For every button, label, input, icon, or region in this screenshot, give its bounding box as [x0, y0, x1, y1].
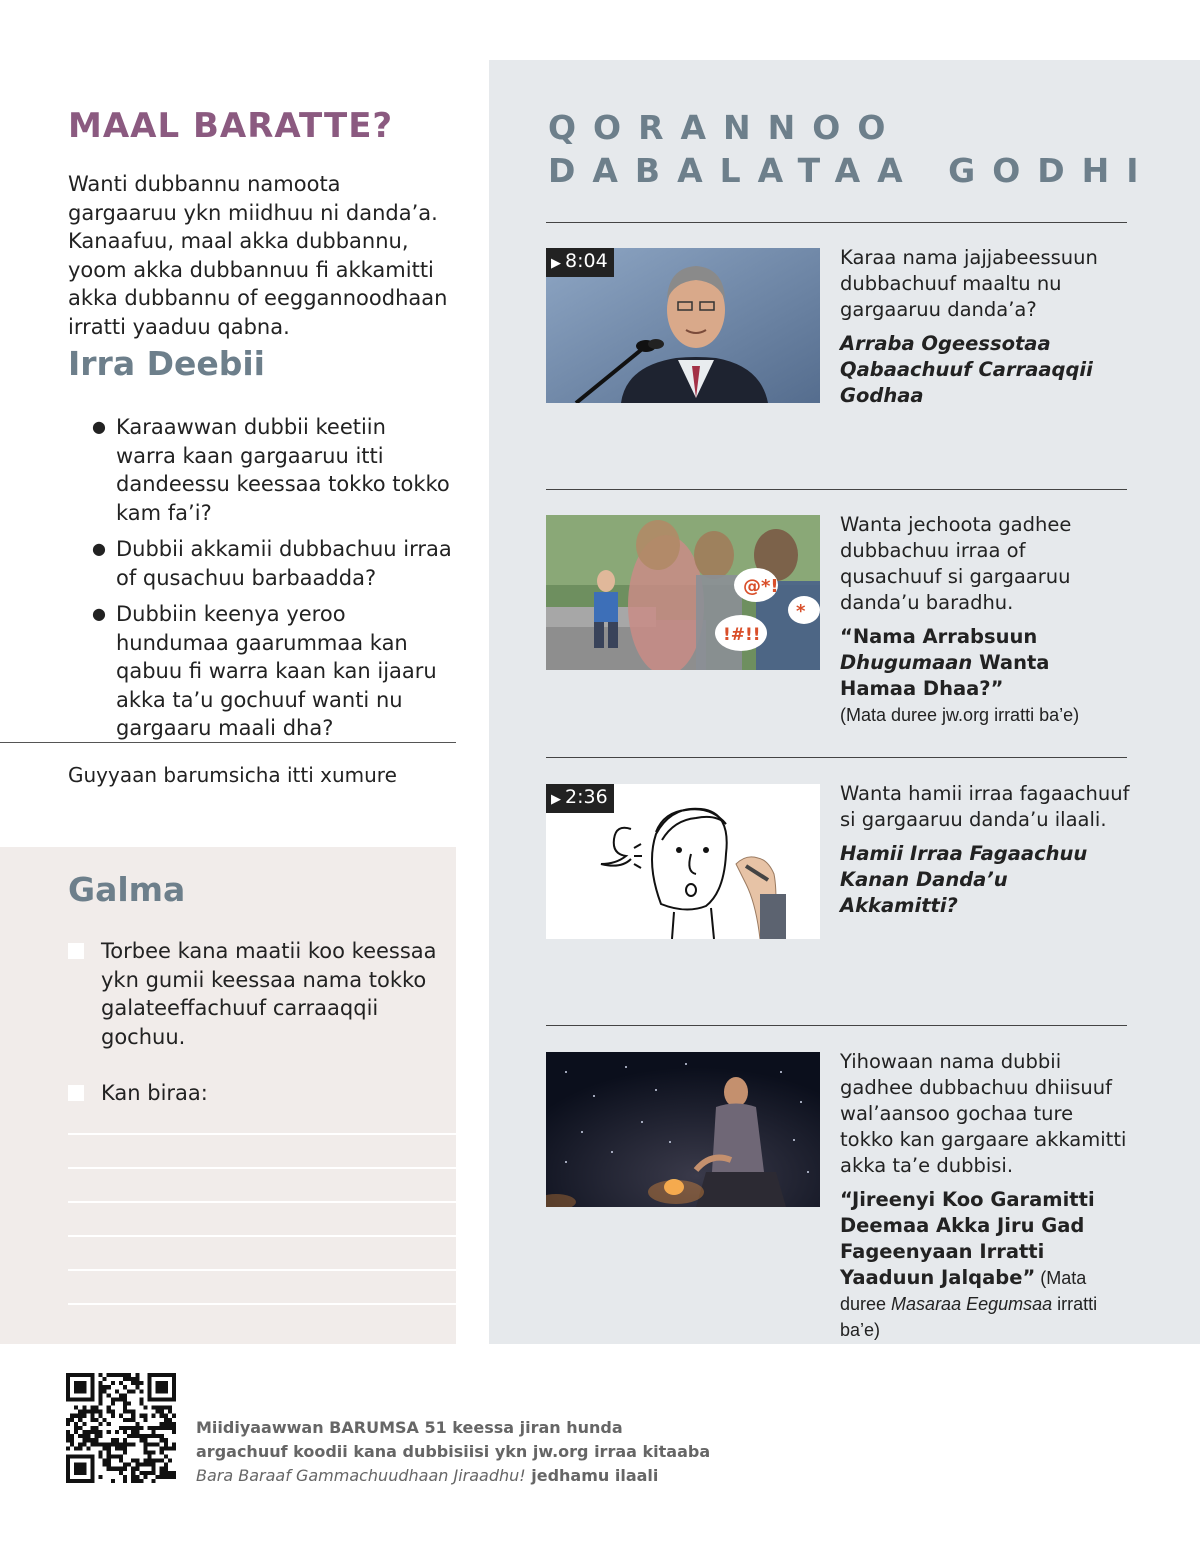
checkbox[interactable]	[68, 1085, 84, 1101]
further-study-heading: QORANNOO DABALATAA GODHI	[548, 108, 1156, 190]
write-line[interactable]	[68, 1167, 456, 1169]
goal-item: Kan biraa:	[68, 1079, 448, 1108]
article-description: Wanta jechoota gadhee dubbachuu irraa of qusachuuf si gargaaruu danda’u baradhu.	[840, 513, 1072, 614]
article-thumbnail-teens[interactable]	[546, 515, 820, 670]
divider	[546, 222, 1127, 223]
completion-date-label: Guyyaan barumsicha itti xumure	[68, 763, 397, 787]
goal-heading: Galma	[68, 870, 186, 909]
question-item: ● Karaawwan dubbii keetiin warra kaan gargaaruu itti dandeessu keessaa tokko tokko kam fa’i?	[92, 415, 450, 525]
qr-code[interactable]	[66, 1373, 176, 1483]
svg-text:@*!: @*!	[743, 576, 779, 597]
write-line[interactable]	[68, 1133, 456, 1135]
article-info	[840, 512, 1130, 728]
question-item: ● Dubbiin keenya yeroo hundumaa gaarummaa kan qabuu fi warra kaan kan ijaaru akka ta’u gochuuf wanti nu gargaaru maali dha?	[92, 602, 437, 740]
video-title-link[interactable]: Hamii Irraa Fagaachuu Kanan Danda’u Akkamitti?	[840, 842, 1088, 917]
play-icon: ▶	[551, 792, 561, 807]
why-heading: MAAL BARATTE?	[68, 106, 394, 146]
video-info	[840, 245, 1130, 409]
video-info	[840, 781, 1130, 919]
goal-item: Torbee kana maatii koo keessaa ykn gumii keessaa nama tokko galateeffachuuf carraaqqii gochuu.	[68, 937, 448, 1051]
write-line[interactable]	[68, 1235, 456, 1237]
write-line[interactable]	[68, 1201, 456, 1203]
night-sky-image	[546, 1052, 820, 1207]
duration-badge: ▶ 8:04	[546, 248, 614, 277]
review-heading: Irra Deebii	[68, 344, 265, 383]
play-icon: ▶	[551, 256, 561, 271]
footer-text: Miidiyaawwan BARUMSA 51 keessa jiran hunda argachuuf koodii kana dubbisiisi ykn jw.org irraa kitaaba Bara Baraaf Gammachuudhaan Jiraadhu! jedhamu ilaali	[196, 1418, 711, 1485]
qr-code-image	[66, 1373, 176, 1483]
duration-badge: ▶ 2:36	[546, 784, 614, 813]
checkbox[interactable]	[68, 943, 84, 959]
divider	[546, 489, 1127, 490]
article-source: (Mata duree jw.org irratti ba’e)	[840, 705, 1080, 725]
video-description: Karaa nama jajjabeessuun dubbachuuf maaltu nu gargaaruu danda’a?	[840, 246, 1098, 321]
write-line[interactable]	[68, 1303, 456, 1305]
video-thumbnail-whiteboard[interactable]	[546, 784, 820, 939]
article-source: (Mata duree Masaraa Eegumsaa irratti ba’e)	[840, 1268, 1098, 1340]
intro-text: Wanti dubbannu namoota gargaaruu ykn miidhuu ni danda’a. Kanaafuu, maal akka dubbannu, yoom akka dubbannuu fi akkamitti akka dubbannu of eeggannoodhaan irratti yaaduu qabna.	[68, 172, 448, 339]
article-description: Yihowaan nama dubbii gadhee dubbachuu dhiisuuf wal’aansoo gochaa ture tokko kan gargaare akkamitti akka ta’e dubbisi.	[840, 1050, 1127, 1177]
teens-image	[546, 515, 820, 670]
divider	[0, 742, 456, 743]
article-thumbnail-night-sky[interactable]	[546, 1052, 820, 1207]
article-info	[840, 1049, 1130, 1343]
divider	[546, 757, 1127, 758]
bullet-icon: ●	[92, 604, 106, 623]
video-description: Wanta hamii irraa fagaachuuf si gargaaruu danda’u ilaali.	[840, 782, 1130, 831]
svg-text:*: *	[796, 601, 806, 622]
bullet-icon: ●	[92, 539, 106, 558]
video-title-link[interactable]: Arraba Ogeessotaa Qabaachuuf Carraaqqii Godhaa	[840, 332, 1093, 407]
video-thumbnail-speaker[interactable]	[546, 248, 820, 403]
review-questions	[92, 413, 452, 751]
bullet-icon: ●	[92, 417, 106, 436]
write-line[interactable]	[68, 1269, 456, 1271]
question-item: ● Dubbii akkamii dubbachuu irraa of qusachuu barbaadda?	[92, 537, 452, 590]
svg-text:!#!!: !#!!	[723, 625, 761, 645]
article-title-link[interactable]: “Nama Arrabsuun Dhugumaan Wanta Hamaa Dhaa?”	[840, 625, 1050, 700]
article-title-link[interactable]: “Jireenyi Koo Garamitti Deemaa Akka Jiru Gad Fageenyaan Irratti Yaaduun Jalqabe” (Mata duree Masaraa Eegumsaa irratti ba’e)	[840, 1188, 1098, 1340]
divider	[546, 1025, 1127, 1026]
